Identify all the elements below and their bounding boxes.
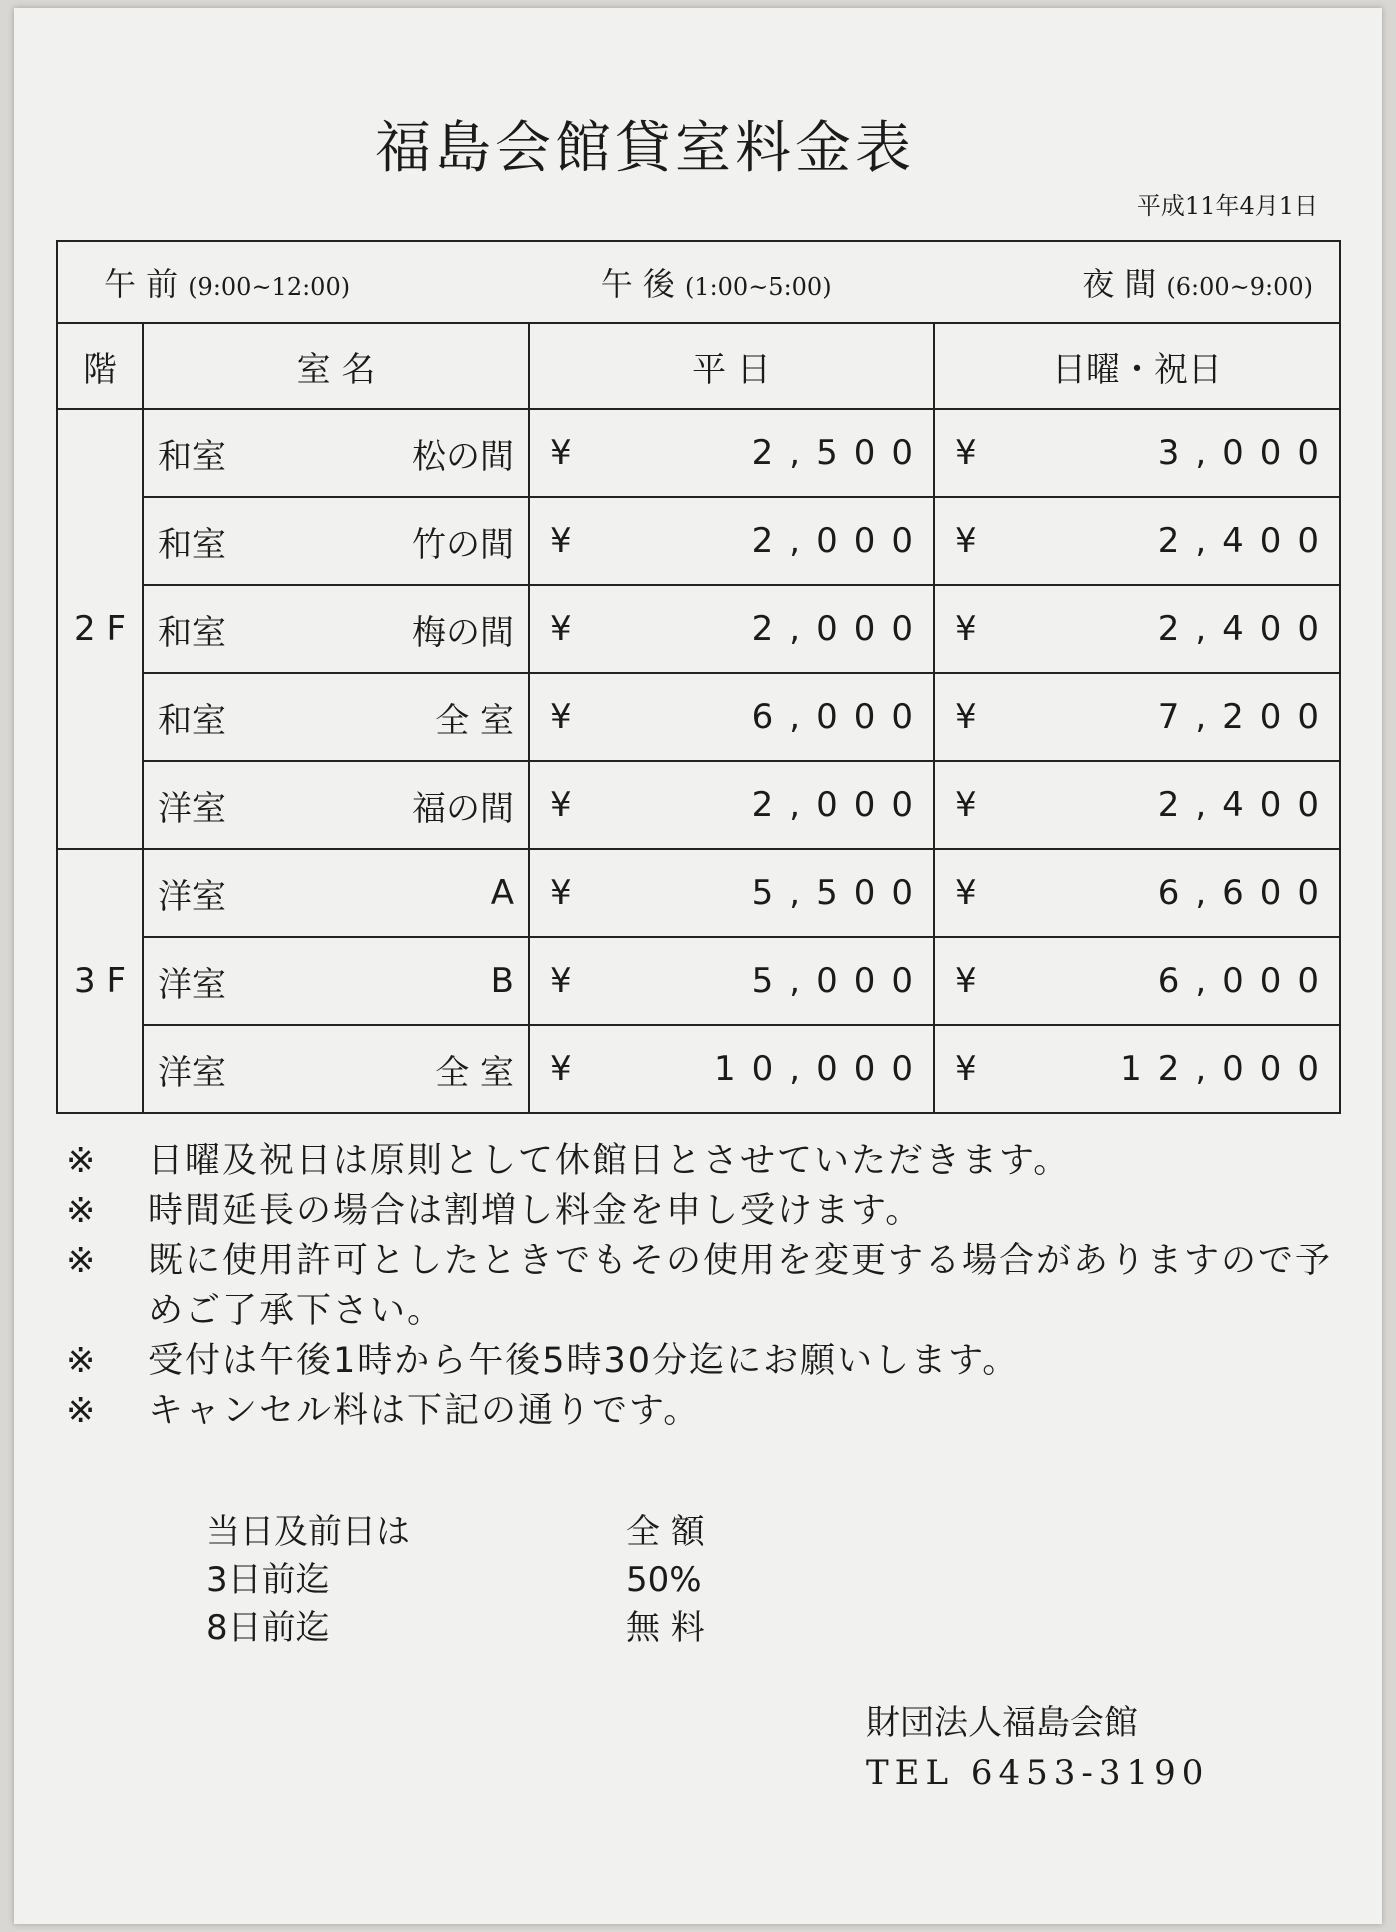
weekday-price: 2,000 — [751, 521, 929, 561]
weekday-price: 2,500 — [751, 433, 929, 473]
cancel-when: 3日前迄 — [206, 1560, 330, 1600]
footer — [866, 1698, 1209, 1798]
weekday-price: 5,500 — [751, 873, 929, 913]
note-text: 日曜及祝日は原則として休館日とさせていただきます。 — [148, 1141, 1071, 1181]
table-row — [57, 673, 1340, 761]
list-item — [66, 1336, 1356, 1386]
yen-sign: ¥ — [550, 521, 572, 561]
header-row — [57, 323, 1340, 409]
table-row — [57, 497, 1340, 585]
yen-sign: ¥ — [550, 609, 572, 649]
weekday-price: 10,000 — [714, 1049, 929, 1089]
note-mark: ※ — [66, 1341, 96, 1381]
header-weekday: 平 日 — [529, 323, 934, 409]
hours-evening: 夜 間 (6:00~9:00) — [1082, 265, 1314, 303]
weekday-price: 2,000 — [751, 609, 929, 649]
room-name: 松の間 — [412, 436, 514, 477]
table-row — [57, 937, 1340, 1025]
table-row — [57, 761, 1340, 849]
note-text: キャンセル料は下記の通りです。 — [148, 1391, 701, 1431]
yen-sign: ¥ — [955, 961, 977, 1001]
note-mark: ※ — [66, 1241, 96, 1281]
yen-sign: ¥ — [550, 697, 572, 737]
organization-name: 財団法人福島会館 — [866, 1703, 1138, 1743]
holiday-price: 7,200 — [1157, 697, 1336, 737]
yen-sign: ¥ — [955, 697, 977, 737]
room-type: 洋室 — [158, 876, 226, 917]
holiday-price: 2,400 — [1157, 609, 1336, 649]
note-mark: ※ — [66, 1191, 96, 1231]
room-name: 竹の間 — [412, 524, 514, 565]
table-row — [57, 849, 1340, 937]
hours-list — [58, 259, 1339, 305]
room-name: 梅の間 — [412, 612, 514, 653]
weekday-price: 2,000 — [751, 785, 929, 825]
room-type: 洋室 — [158, 1052, 226, 1093]
header-room: 室 名 — [143, 323, 529, 409]
room-type: 和室 — [158, 436, 226, 477]
holiday-price: 2,400 — [1157, 785, 1336, 825]
list-item — [206, 1508, 705, 1556]
holiday-price: 6,000 — [1157, 961, 1336, 1001]
hours-row — [57, 241, 1340, 323]
weekday-price: 6,000 — [751, 697, 929, 737]
note-text: 時間延長の場合は割増し料金を申し受けます。 — [148, 1191, 923, 1231]
note-text: 受付は午後1時から午後5時30分迄にお願いします。 — [148, 1341, 1020, 1381]
hours-morning: 午 前 (9:00~12:00) — [104, 265, 351, 303]
yen-sign: ¥ — [550, 961, 572, 1001]
list-item — [66, 1236, 1356, 1336]
room-type: 洋室 — [158, 964, 226, 1005]
yen-sign: ¥ — [955, 1049, 977, 1089]
cancel-fee: 50% — [626, 1560, 702, 1600]
list-item — [206, 1604, 705, 1652]
room-type: 和室 — [158, 612, 226, 653]
room-name: B — [490, 961, 514, 1001]
floor-label-2f: 2 F — [57, 409, 143, 849]
table-row — [57, 585, 1340, 673]
weekday-price: 5,000 — [751, 961, 929, 1001]
holiday-price: 3,000 — [1157, 433, 1336, 473]
yen-sign: ¥ — [955, 521, 977, 561]
note-mark: ※ — [66, 1391, 96, 1431]
room-name: 福の間 — [412, 788, 514, 829]
yen-sign: ¥ — [550, 785, 572, 825]
room-type: 和室 — [158, 524, 226, 565]
holiday-price: 2,400 — [1157, 521, 1336, 561]
cancel-when: 8日前迄 — [206, 1608, 330, 1648]
holiday-price: 6,600 — [1157, 873, 1336, 913]
yen-sign: ¥ — [550, 1049, 572, 1089]
rate-table — [56, 240, 1341, 1114]
page-title: 福島会館貸室料金表 — [375, 116, 915, 181]
notes-list — [66, 1136, 1356, 1436]
table-row — [57, 1025, 1340, 1113]
list-item — [66, 1386, 1356, 1436]
list-item — [66, 1186, 1356, 1236]
note-mark: ※ — [66, 1141, 96, 1181]
holiday-price: 12,000 — [1120, 1049, 1336, 1089]
cancel-when: 当日及前日は — [206, 1512, 410, 1552]
yen-sign: ¥ — [550, 873, 572, 913]
yen-sign: ¥ — [550, 433, 572, 473]
cancel-fee: 全 額 — [626, 1512, 705, 1552]
note-text: 既に使用許可としたときでもその使用を変更する場合がありますので予めご了承下さい。 — [148, 1241, 1333, 1331]
room-name: 全 室 — [435, 700, 514, 741]
room-type: 洋室 — [158, 788, 226, 829]
telephone: TEL 6453-3190 — [866, 1753, 1210, 1793]
list-item — [206, 1556, 705, 1604]
floor-label-3f: 3 F — [57, 849, 143, 1113]
list-item — [66, 1136, 1356, 1186]
document-page — [14, 8, 1382, 1924]
yen-sign: ¥ — [955, 873, 977, 913]
header-holiday: 日曜・祝日 — [934, 323, 1340, 409]
yen-sign: ¥ — [955, 785, 977, 825]
issue-date: 平成11年4月1日 — [1136, 192, 1318, 220]
hours-afternoon: 午 後 (1:00~5:00) — [600, 265, 832, 303]
cancel-fee: 無 料 — [626, 1608, 705, 1648]
yen-sign: ¥ — [955, 433, 977, 473]
yen-sign: ¥ — [955, 609, 977, 649]
cancellation-fees — [206, 1508, 705, 1652]
table-row — [57, 409, 1340, 497]
header-floor: 階 — [57, 323, 143, 409]
room-name: A — [490, 873, 514, 913]
room-name: 全 室 — [435, 1052, 514, 1093]
room-type: 和室 — [158, 700, 226, 741]
